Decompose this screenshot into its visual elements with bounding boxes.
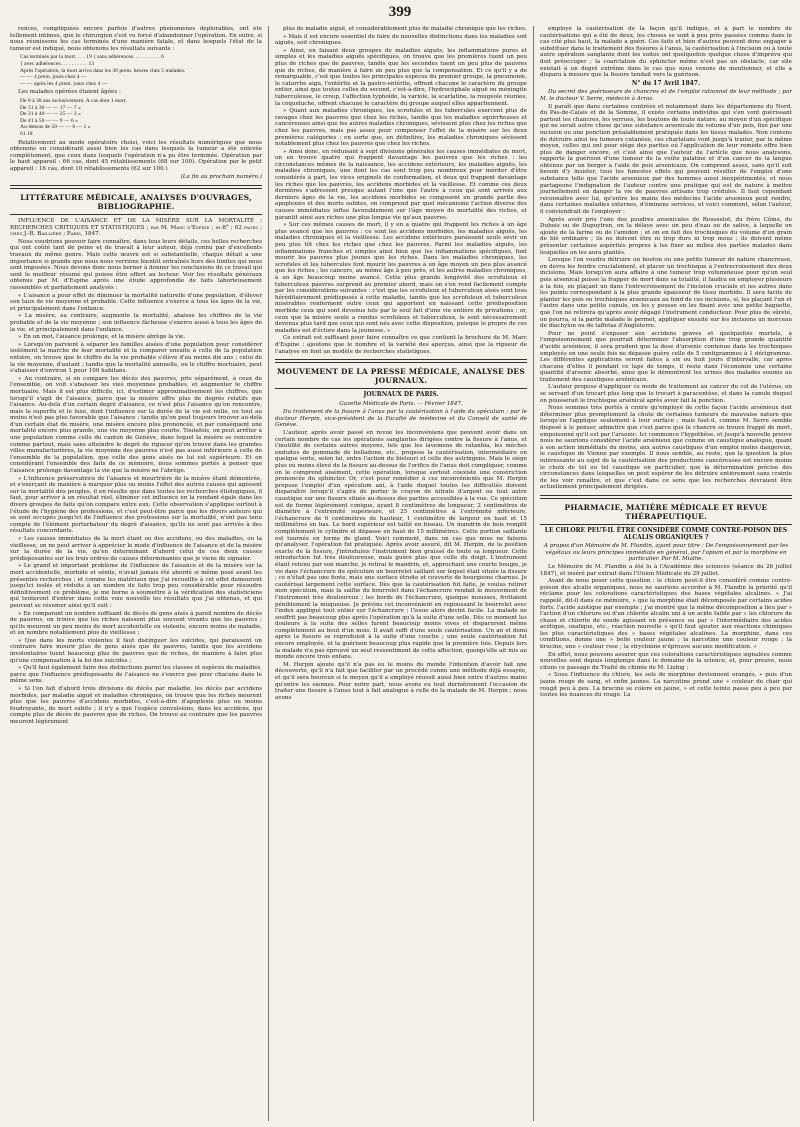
paragraph: » Que dans les morts violentes il faut distinguer les suicides, qui paraissent un contraire faire mourir plus de gens aisés que de pauvres, tandis que les accidens involontaires tuent beaucoup plus de pauvres que de riches, de manière à faire plus qu'une compensation à la loi des suicides ; [10,637,262,664]
book-reference: INFLUENCE DE L'AISANCE ET DE LA MISÈRE SUR LA MORTALITÉ ; RECHERCHES CRITIQUES ET STATISTIQUES ; par M. Marc d'Espine ; in-8° ; 62 pages ; chez J.-B. Baillière ; Paris, 1847. [10,218,262,238]
section-title: PHARMACIE, MATIÈRE MÉDICALE ET REVUE THÉRAPEUTIQUE. [564,502,768,521]
journal-name: Gazette Médicale de Paris. — Février 1847. [339,400,463,407]
paragraph: » Quant aux maladies chroniques, les scrofules et les tubercules exercent plus de ravages chez les pauvres que chez les riches, tandis que les maladies squirrheuses et cancéreuses ainsi que les autres maladies chroniques, sévissent plus chez les riches que chez les pauvres, mais pas assez pour compenser l'effet de la misère sur les deux premières catégories ; en sorte que, en définitive, les maladies chroniques sévissent notablement plus chez les pauvres que chez les riches. [275,108,527,148]
article-title: Du secret des guérisseurs de chancres et de l'emploi rationnel de leur méthode ; par M. le docteur V. Serre, médecin à Arras. [540,89,792,102]
section-title: LITTÉRATURE MÉDICALE, ANALYSES D'OUVRAGES, BIBLIOGRAPHIE. [20,193,252,212]
column-divider [268,26,269,1121]
column-divider [533,26,534,1121]
section-title: MOUVEMENT DE LA PRESSE MÉDICALE, ANALYSE DES JOURNAUX. [277,367,525,386]
paragraph: » Qu'il faut également faire des distinctions parmi les classes et espèces de maladies, parce que l'influence prédisposante de l'aisance ne s'exerce pas pour chacune dans le même sens. [10,665,262,685]
paragraph: Ce extrait est suffisant pour faire connaître ce que contient la brochure de M. Marc d'Espine ; ajoutons que le nombre et la variété des aperçus, ainsi que la rigueur de l'analyse en font un modèle de recherches statistiques. [275,335,527,355]
paragraph: » La misère, au contraire, augmente la mortalité, abaisse les chiffres de la vie probable et de la vie moyenne ; son influence fâcheuse s'exerce aussi à tous les âges de la vie, et principalement dans l'enfance. [10,313,262,333]
paragraph: » Ainsi, en faisant deux groupes de maladies aiguës, les inflammations pures et simples et les maladies aiguës spécifiques, on trouve que les premières tuent un peu plus de riches que de pauvres, tandis que les secondes tuent un peu plus de pauvres que de riches, de manière à faire un peu plus que la compensation. Et ce qu'il y a de remarquable, c'est que toutes les principales espèces du premier groupe, la pneumonie, le catarrhe aigu, l'entérite et la gastro-entérite, offrent chacune le caractère du groupe entier, ainsi que toutes celles du second, c'est-à-dire, l'hydrocéphale aiguë ou méningite tuberculeuse, le croup, l'affection typhoïde, la variole, la scarlatine, la rougeole réunies, la coqueluche, offrent chacune le caractère du groupe auquel elles appartiennent. [275,47,527,107]
column-1 [10,26,262,1121]
paragraph: » Ainsi donc, en réduisant à sept divisions générales les causes immédiates de mort, on en trouve quatre qui frappent davantage les pauvres que les riches : les circonstances mêmes de la naissance, les accidens extérieurs, les maladies aiguës, les maladies chroniques, une dont les cas sont trop peu nombreux pour mériter d'être considérés à part, les vices originels de conformation, et deux qui frappent davantage les riches que les pauvres, les accidens morbides et la vieillesse. Et comme ces deux dernières s'adressent presque autant l'une que l'autre à ceux qui sont arrivés aux derniers âges de la vie, les accidens morbides se composent en grande partie des apoplexies et des morts subites, on comprend par quel mécanisme l'action diverse des causes immédiates influe favorablement sur l'âge moyen de mortalité des riches, et garantit ainsi aux riches une plus longue vie qu'aux pauvres. [275,148,527,221]
section-rule [10,214,262,215]
paragraph: Nous sommes très portés à croire qu'employé de cette façon l'acide arsénieux doit déterminer plus promptement la chute de certaines tumeurs de mauvaise nature que lorsqu'on l'applique seulement à leur surface ; mais faut-il, comme M. Serre semble disposé à le penser, admettre que c'est parce que le chancre se trouve frappé de mort, empoisonné qu'il est par l'arsenic. Ici commence l'hypothèse, et jusqu'à nouvelle preuve nous ne saurions considérer l'acide arsénieux que comme un caustique analogue, quant à son action immédiate du moins, aux autres caustiques d'un emploi moins dangereux, le caustique de Vienne par exemple. Il nous semble, au reste, que la question la plus intéressante au sujet de la cautérisation des productions cancéreuses est encore moins le choix de tel ou tel caustique en particulier, que la détermination précise des circonstances dans lesquelles on peut espérer de les détruire entièrement sans crainte de les voir renaître, et que c'est dans ce sens que les recherches devraient être actuellement principalement dirigées. [540,405,792,491]
paragraph: M. Herpin ajoute qu'il n'a pas eu le moins du monde l'intention d'avoir fait une découverte, qu'il n'a fait que faciliter par un procédé connu une méthode déjà essayée, et qu'il sera heureux si le moyen qu'il a employé réussit aussi bien entre d'autres mains qu'entre les siennes. Pour notre part, nous avons eu tout dernièrement l'occasion de traiter une fissure à l'anus tout à fait analogue à celle de la malade de M. Herpin ; nous avons [275,661,527,701]
mortality-stats [20,54,262,87]
paragraph: » En un mot, l'aisance prolonge, et la misère abrège la vie. [18,334,186,341]
subsection-title: JOURNAUX DE PARIS. [363,391,439,399]
paragraph: plus de maladie aiguë, et considérablement plus de maladie chronique que les riches. [283,26,527,32]
paragraph: » Si l'on fait d'abord trois divisions de décès par maladie, les décès par accidens morbides, par maladie aiguë et maladies chroniques, on trouve que les riches meurent plus que les pauvres d'accidens morbides, c'est-à-dire d'apoplexie plus ou moins foudroyante, de mort subite ; il n'y a que l'espèce convulsions, dans les accidens, qui compte plus de décès de pauvres que de riches. On trouve au contraire que les pauvres meurent légèrement [10,686,262,725]
paragraph: » En comparant un nombre suffisant de décès de gens aisés à pareil nombre de décès de pauvres, on trouve que les riches naissent plus souvent vivants que les pauvres ; qu'ils meurent un peu moins de mort accidentelle ou violente, encore moins de maladie, et un nombre notablement plus de vieillesse ; [10,610,262,637]
paragraph: » Le grand et important problème de l'influence de l'aisance et de la misère sur la mort accidentelle, morbide et sénile, n'avait jamais été abordé si même posé avant les présentes recherches ; et comme les matériaux que j'ai recueillis à cet effet demeurent jusqu'ici isolés et réduits à un nombre de faits trop peu considérable pour résoudre définitivement ce problème, je me borne à soumettre à la vérification des statisticiens qui tenteront d'entrer dans cette voie nouvelle les résultats que j'ai obtenus, et qui peuvent se résumer ainsi qu'il suit : [10,563,262,609]
paragraph: Les malades opérées étaient âgées : [18,89,121,96]
paragraph: Nous voudrions pouvoir faire connaître, dans tous leurs détails, ces belles recherches qui ont coûté tant de peine et de travail à leur auteur, déjà connu par d'excellents travaux du même genre. Mais cette œuvre est si substantielle, chaque détail a une importance si grande que nous nous verrions bientôt entraînés hors des limites qui nous sont imposées. Nous devons donc nous borner à donner les conclusions de ce travail qui sont le meilleur résumé qui puisse être offert au lecteur. Voir les résultats généraux obtenus par M. d'Espine après une étude approfondie de faits laborieusement rassemblés et parfaitement analysés : [10,238,262,291]
paragraph: Avant de nous poser cette question : le chlore peut-il être considéré comme contre-poison des alcalis organiques, nous ne saurions accorder à M. Flandin la priorité qu'il réclame pour les colorations caractéristiques des bases végétales alcalines. « J'ai rappelé, dit-il dans ce mémoire, » que la morphine était décomposée par certains acides forts, l'acide azotique par exemple ; j'ai montré que la même décomposition a lieu par » l'action d'un chlorure ou d'un chlorite alcalin uni à un acide faible par » les chlorure de chaux et chlorite de soude agissant en présence ou par » l'intermédiaire des acides acétique, oxalique, etc., réaction nouvelle » qu'il faut ajouter aux réactions chimiques les plus caractéristiques des » bases végétales alcalines. La morphine, dans ces conditions, donne une » belle couleur jaune ; la narcotine une couleur rouge ; la brucine, une » couleur rose ; la strychnine n'éprouve aucune modification. » [540,578,792,651]
paragraph: « Sous l'influence du chlore, les sels de morphine deviennent orangés, » puis d'un jaune rouge de sang, et enfin jaunes. La narcotine prend une » couleur de chair qui rougit peu à peu. La brucine se colore en jaune, » et cette teinte passe peu à peu par toutes les nuances du rouge. La [540,672,792,699]
stats-line: { avec adhérences. . . . . . . . . . 13 [20,60,95,67]
paragraph: Après avoir pris l'une des poudres arsenicales de Rousselot, du frère Côme, de Dubois ou de Dupuytren, on la délaye avec un peu d'eau ou de salive, à laquelle on ajoute de la farine ou de l'amidon ; et on en fait des trochisques du volume d'un grain de blé ordinaire ; ils ne doivent être ni trop durs ni trop mous ; ils doivent même présenter certaines aspérités propres à les fixer au milieu des parties malades dans lesquelles on les aura plantés. [540,216,792,256]
stats-line: De 31 à 40 — — 25 — 3 » [20,111,81,118]
section-rule [540,524,792,525]
paragraph: » Au contraire, si on compare les décès des pauvres, pris séparément, à ceux de l'ensemble, on voit s'abaisser les vies moyennes probables, et augmenter le chiffre mortuaire. Mais il est plus difficile, ici, d'estimer approximativement les chiffres, que lorsqu'il s'agit de l'aisance, parce que la misère offre plus de degrés relatifs que l'aisance. Au-delà d'un certain degré d'aisance, ce n'est plus l'aisance qu'on rencontre, mais le superflu et le luxe, dont l'influence sur la durée de la vie est nulle, ou tout au moins n'est pas plus favorable que l'aisance ; tandis qu'on peut toujours trouver au-delà d'un certain état de misère, une misère encore plus prononcée, et par conséquent une mortalité encore plus grande, une vie moyenne plus courte. Toutefois, on peut arrêter à une population comme celle du canton de Genève, dans lequel la misère se rencontre comme partout, mais sans atteindre le degré de rigueur qu'on trouve dans les grandes villes manufacturières, la vie moyenne des pauvres n'est pas aussi inférieure à celle de l'ensemble de la population, que celle des gens aisés ne lui est supérieure. Et en considérant l'ensemble des faits de ce mémoire, nous sommes portés à penser que l'aisance prolonge davantage la vie que la misère ne l'abrège. [10,375,262,475]
section-rule [540,495,792,499]
paragraph: employé la cautérisation de la façon qu'il indique, et à part le nombre de cautérisations qui a été de deux, les choses se sont à peu près passées comme dans le cas cité plus haut, la malade a guéri. Ces faits et bien d'autres peuvent donc engager à substituer dans le traitement des fissures à l'anus, la cautérisation à l'incision ou à toute autre opération sanglante dont les suites ont quelquefois quelque chose d'imprévu qui doit préoccuper ; la coarctation du sphincter même n'est pas un obstacle, car elle existait à un degré extrême dans le cas que nous venons de mentionner, et elle a disparu à mesure que la fissure tendait vers la guérison. [540,26,792,79]
paragraph: L'auteur propose d'appliquer ce mode de traitement au cancer du col de l'utérus, en se servant d'un trocart plus long que le trocart à paracentèse, et dans la canule duquel on pousserait le trochisque arsénical après avoir fait la ponction. [540,384,792,404]
section-rule [275,388,527,389]
paragraph: Lorsque l'on voudra détruire un bouton ou une petite tumeur de nature chancreuse, on devra les fendre crucialement, et placer un trochisque à l'entrecroisement des deux incisions. Mais lorsqu'on aura affaire à une tumeur trop volumineuse pour qu'un seul pois arsenical puisse la frapper de mort dans sa totalité, il faudra en employer plusieurs à la fois, en plaçant un dans l'entrecroisement de l'incision cruciale et les autres dans les points correspondant à la plus grande épaisseur de tissu morbide. Il sera facile de planter les pois ou trochisques arsenicaux au fond de ces incisions, si, les plaçant l'un et l'autre dans une petite canule, on les y pousse en les fixant avec une petite baguette, que l'on ne retirera qu'après avoir dégagé l'instrument conducteur. Pour plus de sûreté, on pourra, si la partie malade le permet, appliquer ensuite sur les incisions un morceau de diachylon ou de taffetas d'Angleterre. [540,257,792,330]
paragraph: En effet, nous pouvons assurer que ces colorations caractéristiques signalées comme nouvelles sont depuis longtemps dans le domaine de la science, et, pour preuve, nous citons ce passage du Traité de chimie de M. Liebig : [540,651,792,671]
paragraph: » Mais il est encore essentiel de faire de nouvelles distinctions dans les maladies soit aiguës, soit chroniques. [275,33,527,47]
paragraph: » Sur ces mêmes causes de mort, il y en a quatre qui frappent les riches à un âge plus avancé que les pauvres ; ce sont les accidens morbides, les maladies aiguës, les maladies chroniques et la vieillesse. Les accidens extérieurs paraissent seuls sévir un peu plus tôt chez les riches que chez les pauvres. Parmi les maladies aiguës, les inflammations franches et simples ainsi bien que les inflammations spécifiques, font mourir les pauvres plus jeunes que les riches. Dans les maladies chroniques, les scrofules et les tubercules font mourir les pauvres à un âge moyen un peu plus avancé que les riches ; les cancers, au même âge à peu près, et les autres maladies chroniques, à un âge beaucoup moins avancé. Cette plus grande longévité des scrofuleux et tuberculeux pauvres surprend au premier abord, mais on s'en rend facilement compte par les considérations suivantes : c'est que les scrofuleux et tuberculeux aisés sont tous héréditairement prédisposés à cette maladie, tandis que les scrofuleux et tuberculeux misérables renferment outre ceux qui apportent en naissant cette prédisposition morbide ceux qui sont devenus tels par le seul fait d'une vie entière de privations ; or, ceux que la misère seule a rendus scrofuleux et tuberculeux, le sont nécessairement devenus plus tard que ceux qui sont nés avec cette disposition, puisque le propre de ces maladies est d'éclore dans la jeunesse. » [275,222,527,334]
stats-line: Après l'opération, la mort arriva dans les 36 prem. heures chez 5 malades. [20,67,186,74]
paragraph: » Les causes immédiates de la mort étant ou des accidens, ou des maladies, ou la vieillesse, on ne peut arriver à apprécier le mode d'influence de l'aisance et de la misère sur la durée de la vie, qu'en déterminant d'abord celui de ces deux causes prédisposantes sur les trois ordres de causes déterminantes que je viens de signaler. [10,535,262,562]
section-rule [275,359,527,363]
section-rule [10,185,262,189]
age-stats [20,98,262,138]
issue-number: N° du 17 Avril 1847. [631,79,701,87]
continuation-note: (La fin au prochain numéro.) [180,174,262,181]
column-3 [540,26,792,1121]
subsection-title: LE CHLORE PEUT-IL ÊTRE CONSIDÉRÉ COMME CONTRE-POISON DES ALCALIS ORGANIQUES ? [544,526,788,541]
paragraph: » L'influence préservatrice de l'aisance et meurtrière de la misère étant démontrée, et s'exerçant de manière à marquer plus ou moins l'effet des autres causes qui agissent sur la mortalité des peuples, il en résulte que dans toutes les recherches étiologiques, il faut, pour arriver à un résultat réel, éliminer cet influence en la rendant égale dans les divers groupes de faits qu'on compare entre eux. Cette observation s'applique surtout à l'étude de l'hygiène des professions, et c'est peut-être parce que les divers auteurs qui se sont occupés jusqu'ici de l'influence des professions sur la mortalité, n'ont pas tenu compte de l'élément perturbateur du degré d'aisance, qu'ils ne sont pas arrivés à des résultats concordants. [10,475,262,535]
paragraph: Pour ne point s'exposer aux accidens graves et quelquefois mortels, à l'empoisonnement que pourrait déterminer l'absorption d'une trop grande quantité d'acide arsénieux, il sera prudent que la dose d'arsenic contenue dans les trochisques employés en une seule fois ne dépasse guère celle de 5 centigrammes à 1 décigramme. Les différentes applications seront faites à six ou huit jours d'intervalle, car après chacune d'elles il pendant ce laps de temps, il reste dans l'économie une certaine quantité d'arsenic absorbé, ainsi que le démontrent les urines des malades soumis au traitement des caustiques arsénicaux. [540,330,792,383]
stats-line: — — après les 4 prem. jours chez 4 — [20,80,108,87]
stats-line: De 31 à 30 — — 17 — 7 » [20,104,81,111]
paragraph: Le Mémoire de M. Flandin a été lu à l'Académie des sciences (séance du 26 juillet 1847), et inséré par extrait dans l'Union Médicale du 29 juillet. [540,563,792,577]
stats-total: 61 18 [20,130,33,137]
column-2 [275,26,527,1121]
paragraph: « L'aisance a pour effet de diminuer la mortalité naturelle d'une population, d'élever son taux de vie moyenne et probable. Cette influence s'exerce à tous les âges de la vie, et principalement dans l'enfance. [10,292,262,312]
paragraph: » Lorsqu'on parvient à séparer les familles aisées d'une population pour considérer isolément la marche de leur mortalité et la comparer ensuite à celle de la population entière, on trouve que le chiffre de la vie probable s'élève d'au moins dix ans ; celui de la vie moyenne, d'autant ; tandis que la mortalité annuelle, ou le chiffre mortuaire, peut s'abaisser d'environ 1 pour 100 habitans. [10,341,262,375]
paragraph: Relativement au mode opératoire choisi, voici les résultats numériques que nous obtenons en considérant aussi bien les cas dans lesquels la tumeur a été enlevée complètement, que ceux dans lesquels l'opération n'a pu être terminée. Opération par le haut appareil : 66 cas, dont 45 rétablissements (68 sur 100). Opération par le petit appareil : 16 cas, dont 10 rétablissements (62 sur 100.) [10,139,262,172]
paragraph: Il paraît que dans certaines contrées et notamment dans les départemens du Nord, du Pas-de-Calais et de la Somme, il existe certains individus qui s'en vont guérissant partout les chancres, les verrues, les boutons de toute nature, au moyen d'un spécifique qui ne serait autre chose qu'une substance arsenicale du volume d'un pois, fixé par une incision ou une ponction préalablement pratiquée dans les tissus malades. Non contens de détruire ainsi les tumeurs cutanées, ces charlatans vont jusqu'à traiter, par le même moyen, celles qui ont pour siége des parties où l'application de leur remède offre bien plus de danger encore, et c'est ainsi que l'auteur de l'article que nous analysons, rapporte la guérison d'une tumeur de la voûte palatine et d'un cancer de la langue obtenue par un berger à l'aide de pois arsenicaux. On comprend assez, sans qu'il soit besoin d'y insister, tous les funestes effets qui peuvent résulter de l'emploi d'une substance telle que l'acide arsenieux par des hommes aussi inexpérimentés, et nous partageons l'indignation de l'auteur contre une pratique qui est de nature à mettre journellement en danger la vie de pauvres artisans trop crédules. Il faut cependant reconnaître avec lui, qu'entre les mains des médecins l'acide arsenieux peut rendre, dans certaines maladies externes, d'éminens services, et voici comment, selon l'auteur, il conviendrait de l'employer : [540,103,792,216]
stats-line: Cas terminés par la mort. . . . 19 { sans adhérences. . . . . . . . . . 6 [20,54,164,61]
paragraph: L'auteur, après avoir passé en revue les inconvéniens que peuvent avoir dans un certain nombre de cas les opérations sanglantes dirigées contre la fissure à l'anus, et l'inutilité de certains autres moyens, tels que les lavemens de ratanhia, les mèches enduites de pommade de belladone, etc., propose la cautérisation, intermédiaire en quelque sorte, selon lui, entre l'action du bistouri et celle des astringens. Mais le siége plus ou moins élevé de la fissure au-dessus de l'orifice de l'anus doit compliquer, comme on le comprend aisément, cette opération, lorsque surtout coexiste une constriction prononcée du sphincter. Or, c'est pour remédier à ces inconvénients que M. Herpin propose l'emploi d'un spéculum ani, à l'aide duquel toutes les difficultés doivent disparaître lorsqu'il s'agira de porter le crayon de nitrate d'argent ou tout autre caustique sur une fissure située au-dessus des parties accessibles à la vue. Ce spéculum est de forme légèrement conique, ayant 8 centimètres de longueur, 2 centimètres de diamètre à l'extrémité supérieure, et 25 centimètres à l'extrémité inférieure, l'échancrure de 6 centimètres de hauteur, 1 centimètre de largeur en haut et 15 millimètres en bas. Le bord supérieur est taillé en biseau. Un mandrin de bois remplit complètement le cylindre et dépasse en haut de 15 millimètres. Cette portion saillante est tournée en forme de gland. Voici comment, dans un cas que nous ne faisons qu'analyser, l'opération fut pratiquée. Après avoir assuré, dit M. Herpin, de la position exacte de la fissure, j'introduisis l'instrument bien graissé de toute sa longueur. Cette introduction fut très douloureuse, mais guère plus que celle du doigt. L'instrument étant retenu par son manche, je retirai le mandrin, et, approchant une courte bougie, je vis dans l'échancrure du spéculum un bourrelet saillant sur lequel était située la fissure ; ce n'était pas une fente, mais une surface étroite et couverte de bourgeons charnus. Je cautérisai largement cette surface. Dès que la cautérisation fut faite, je voulus retirer mon spéculum, mais la saillie du bourrelet dans l'échancrure rendait le mouvement de l'instrument très douloureux ; les bords de l'échancrure, quoique mousses, frottaient péniblement la muqueuse. Je prévins cet inconvénient en repoussant le bourrelet avec l'index appliqué tout entier sur l'échancrure ; l'issue alors devint facile. La malade ne souffrit pas beaucoup plus après l'opération qu'à la suite d'une selle. Dès ce moment les douleurs à la suite des selles furent beaucoup moins vives et disparurent même complètement au bout d'un mois. Il avait suffi d'une seule cautérisation. Un an et demi après la fissure se reproduisit à la suite d'une couche ; une seule cautérisation fut encore employée, et la guérison beaucoup plus rapide que la première fois. Depuis lors la malade n'a pas éprouvé un seul ressentiment de cette affection, quoiqu'elle ait mis au monde encore trois enfans. [275,430,527,661]
stats-line: De 41 à 50 — — 9 — 6 » [20,117,78,124]
paragraph: rences, compliquées encore parfois d'autres phénomènes déplorables, ont été tellement intimes, que le chirurgien s'est vu forcé d'abandonner l'opération. En outre, si nous réunissons les cas terminés d'une manière fatale, et dans lesquels l'état de la tumeur est indiqué, nous obtenons les résultats suivants : [10,26,262,52]
stats-line: De 0 à 30 ans inclusivement. A cas dont 1 mort. [20,97,127,104]
stats-line: Au-dessus de 50 — — 6 — 1 » [20,124,91,131]
page-number: 399 [388,4,412,20]
stats-line: — — 4 prem. jours chez 4 — [20,74,87,81]
article-title: Du traitement de la fissure à l'anus par la cautérisation à l'aide du spéculum ; par le docteur Herpin, vice-président de la Faculté de médecine et du Conseil de santé de Genève. [275,409,527,429]
memoir-reference: A propos d'un Mémoire de M. Flandin, ayant pour titre : De l'empoisonnement par les végétaux ou leurs principes immédiats en général, par l'opium et par la morphine en particulier. Par M. Mialhe. [543,543,789,563]
